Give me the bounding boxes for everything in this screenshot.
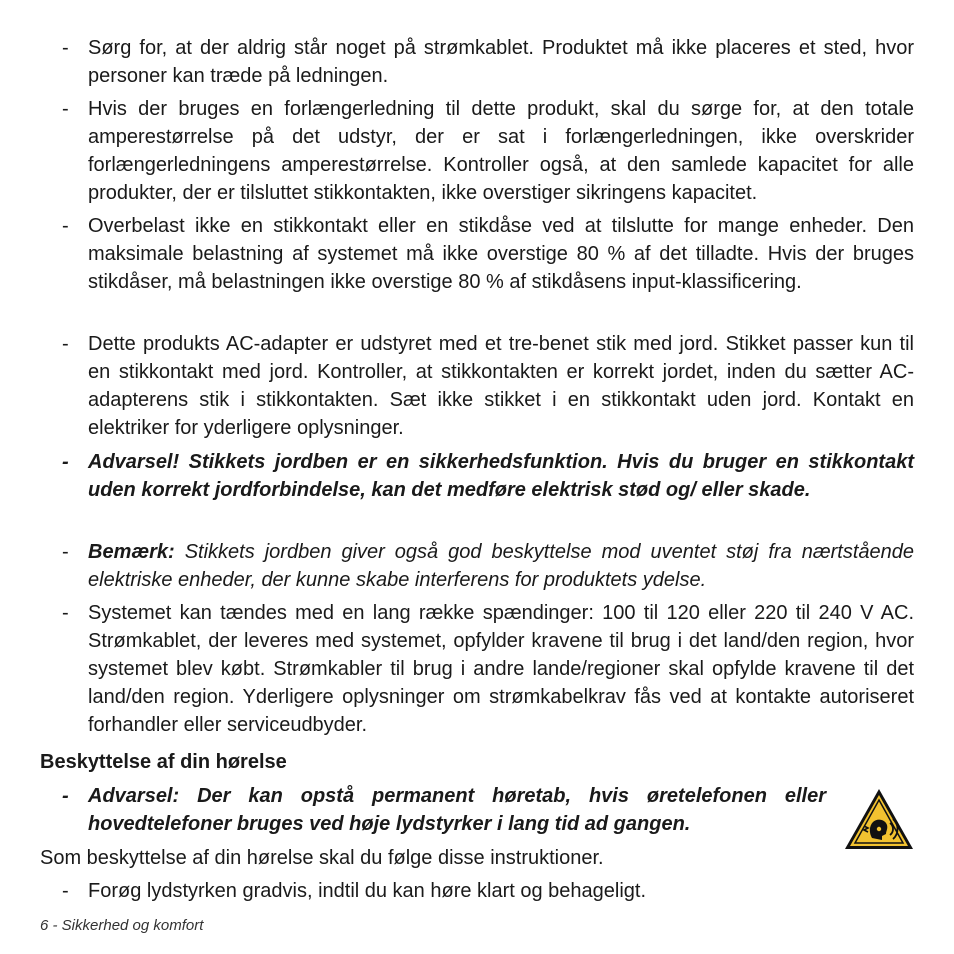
list-item	[62, 599, 914, 739]
list-dash: -	[62, 37, 69, 59]
page-footer: 6 - Sikkerhed og komfort	[40, 917, 204, 934]
list-dash: -	[62, 98, 69, 120]
list-dash: -	[62, 333, 69, 355]
list-item	[62, 330, 914, 442]
note-text-block	[88, 538, 914, 594]
list-dash: -	[62, 602, 69, 624]
intro-text: Som beskyttelse af din hørelse skal du følge disse instruktioner.	[40, 847, 604, 869]
warning-text: Advarsel! Stikkets jordben er en sikkerhedsfunktion. Hvis du bruger en stikkontakt uden korrekt jordforbindelse, kan det medføre elektrisk stød og/ eller skade.	[88, 451, 914, 501]
list-dash: -	[62, 541, 69, 563]
note-text: Stikkets jordben giver også god beskyttelse mod uventet støj fra nærtstående elektriske enheder, der kunne skabe interferens for produktets ydelse.	[88, 541, 914, 591]
list-item-text: Hvis der bruges en forlængerledning til dette produkt, skal du sørge for, at den totale amperestørrelse på det udstyr, der er sat i forlængerledningen, ikke overskrider forlængerledningens amperestørrelse. Kontroller også, at den samlede kapacitet for alle produkter, der er tilsluttet stikkontakten, ikke overstiger sikringens kapacitet.	[88, 98, 914, 204]
note-list-item	[62, 538, 914, 594]
list-item	[62, 212, 914, 296]
list-item	[62, 34, 914, 90]
note-label: Bemærk:	[88, 541, 175, 563]
hearing-warning-text: Advarsel: Der kan opstå permanent høretab, hvis øretelefonen eller hovedtelefoner bruges ved høje lydstyrker i lang tid ad gangen.	[88, 785, 826, 835]
list-dash: -	[62, 215, 69, 237]
list-item-text: Systemet kan tændes med en lang række spændinger: 100 til 120 eller 220 til 240 V AC. Strømkablet, der leveres med systemet, opfylder kravene til brug i det land/den region, hvor systemet blev købt. Strømkabler til brug i andre lande/regioner skal opfylde kravene til det land/den region. Yderligere oplysninger om strømkabelkrav fås ved at kontakte autoriseret forhandler eller serviceudbyder.	[88, 602, 914, 736]
list-item-text: Sørg for, at der aldrig står noget på strømkablet. Produktet må ikke placeres et sted, hvor personer kan træde på ledningen.	[88, 37, 914, 87]
list-item-text: Dette produkts AC-adapter er udstyret med et tre-benet stik med jord. Stikket passer kun til en stikkontakt med jord. Kontroller, at stikkontakten er korrekt jordet, inden du sætter AC-adapterens stik i stikkontakten. Sæt ikke stikket i en stikkontakt uden jord. Kontakt en elektriker for yderligere oplysninger.	[88, 333, 914, 439]
list-item-text: Forøg lydstyrken gradvis, indtil du kan høre klart og behageligt.	[88, 880, 647, 902]
hearing-damage-warning-icon	[842, 786, 916, 852]
list-item	[62, 877, 914, 905]
list-item	[62, 95, 914, 207]
warning-list-item	[62, 448, 914, 504]
list-dash: -	[62, 451, 69, 473]
list-item-text: Overbelast ikke en stikkontakt eller en stikdåse ved at tilslutte for mange enheder. Den maksimale belastning af systemet må ikke overstige 80 % af det tilladte. Hvis der bruges stikdåser, må belastningen ikke overstige 80 % af stikdåsens input-klassificering.	[88, 215, 914, 293]
list-dash: -	[62, 880, 69, 902]
hearing-warning-item	[62, 782, 826, 838]
section-heading: Beskyttelse af din hørelse	[40, 751, 287, 773]
list-dash: -	[62, 785, 69, 807]
